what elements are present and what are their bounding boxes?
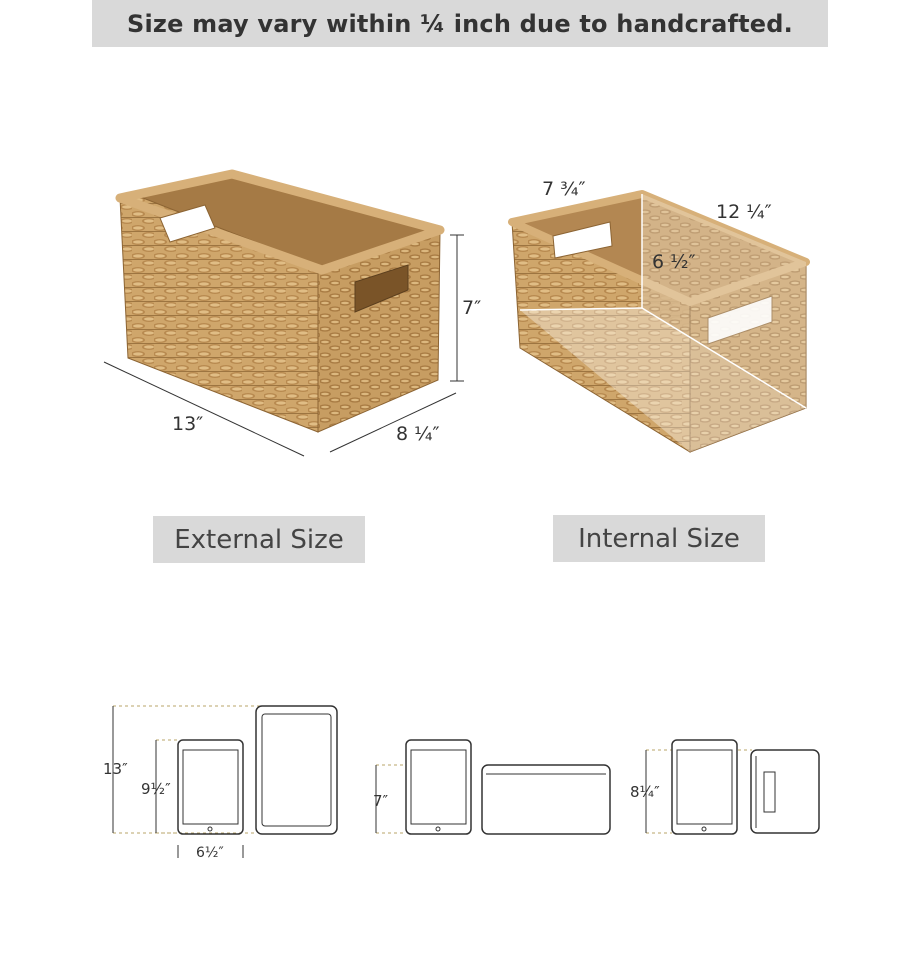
comparison-basket-length: 13″: [103, 760, 128, 778]
comparison-tablet-width: 6½″: [196, 845, 224, 861]
external-height-label: 7″: [462, 297, 482, 319]
internal-length-label: 12 ¼″: [716, 201, 772, 223]
internal-size-label: Internal Size: [578, 523, 740, 554]
internal-width-label: 7 ¾″: [542, 178, 586, 200]
external-length-label: 13″: [172, 413, 204, 435]
size-comparison-drawings: [113, 706, 819, 858]
internal-size-label-box: [553, 515, 765, 562]
internal-basket-image: [512, 194, 806, 452]
external-width-label: 8 ¼″: [396, 423, 440, 445]
external-size-label: External Size: [174, 524, 344, 555]
comparison-tablet-height: 9½″: [141, 780, 171, 798]
comparison-basket-width: 8¼″: [630, 783, 660, 801]
disclaimer-text: Size may vary within ¼ inch due to handcrafted.: [127, 9, 793, 38]
internal-height-label: 6 ½″: [652, 251, 696, 273]
comparison-basket-height: 7″: [373, 792, 389, 810]
external-size-label-box: [153, 516, 365, 563]
tablet-drawing: [178, 740, 243, 834]
external-basket-image: [120, 174, 440, 432]
